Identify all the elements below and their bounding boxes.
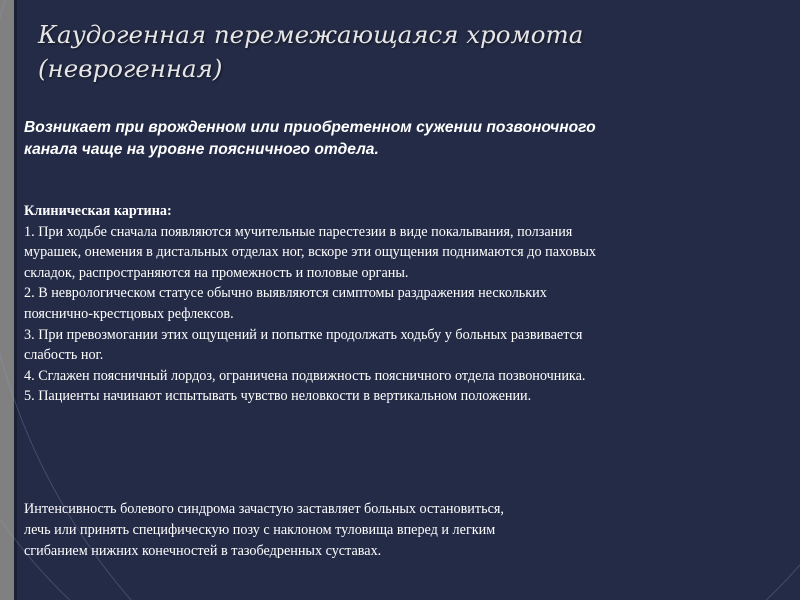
closing-paragraph bbox=[24, 499, 724, 561]
clinical-text-line: 4. Сглажен поясничный лордоз, ограничена подвижность поясничного отдела позвоночника. bbox=[24, 367, 586, 384]
clinical-text-line: 2. В неврологическом статусе обычно выявляются симптомы раздражения нескольких bbox=[24, 285, 547, 302]
closing-line: Интенсивность болевого синдрома зачастую заставляет больных остановиться, bbox=[24, 501, 504, 517]
clinical-picture-heading: Клиническая картина: bbox=[24, 203, 172, 219]
clinical-picture-section bbox=[24, 201, 784, 407]
lead-statement bbox=[24, 117, 784, 161]
clinical-text-line: складок, распространяются на промежность и половые органы. bbox=[24, 264, 409, 281]
clinical-text-line: 3. При превозмогании этих ощущений и попытке продолжать ходьбу у больных развивается bbox=[24, 326, 583, 343]
slide-title-line: (неврогенная) bbox=[38, 54, 223, 83]
clinical-text-line: мурашек, онемения в дистальных отделах ног, вскоре эти ощущения поднимаются до паховых bbox=[24, 244, 596, 261]
clinical-text-line: 1. При ходьбе сначала появляются мучительные парестезии в виде покалывания, ползания bbox=[24, 223, 573, 240]
slide-title-line: Каудогенная перемежающаяся хромота bbox=[38, 20, 584, 49]
slide-title bbox=[38, 18, 758, 86]
clinical-text-line: пояснично-крестцовых рефлексов. bbox=[24, 305, 234, 322]
clinical-text-line: 5. Пациенты начинают испытывать чувство неловкости в вертикальном положении. bbox=[24, 388, 532, 405]
closing-line: лечь или принять специфическую позу с наклоном туловища вперед и легким bbox=[24, 521, 496, 538]
closing-line: сгибанием нижних конечностей в тазобедренных суставах. bbox=[24, 542, 382, 559]
lead-line: канала чаще на уровне поясничного отдела. bbox=[24, 141, 379, 158]
lead-line: Возникает при врожденном или приобретенном сужении позвоночного bbox=[24, 119, 596, 136]
clinical-text-line: слабость ног. bbox=[24, 347, 104, 364]
